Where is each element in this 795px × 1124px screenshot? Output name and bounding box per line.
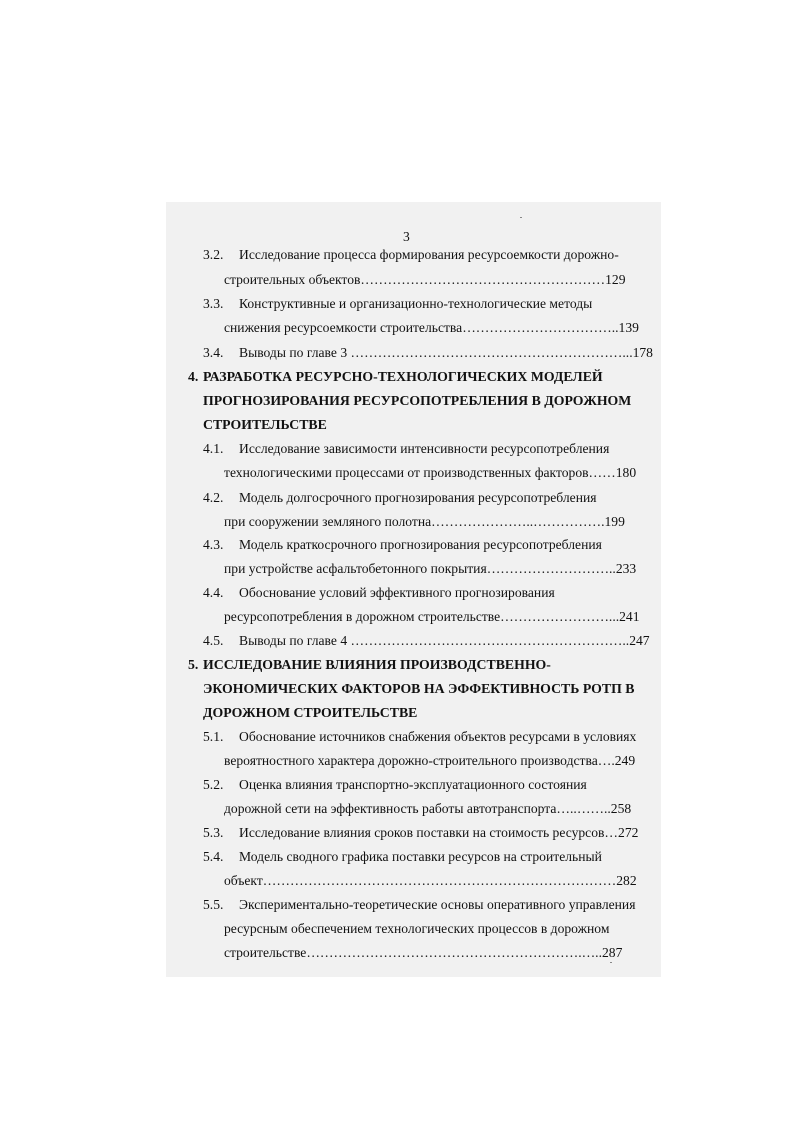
toc-title-line: строительстве…………………………………………………….…..287 (224, 945, 623, 960)
toc-number: 5.4. (203, 849, 224, 864)
toc-title-line: Модель краткосрочного прогнозирования ресурсопотребления (239, 537, 602, 552)
toc-title-line: объект……………………………………………………………………282 (224, 873, 637, 888)
toc-number: 4.1. (203, 441, 224, 456)
toc-number: 4.5. (203, 633, 224, 648)
toc-title-line: вероятностного характера дорожно-строительного производства….249 (224, 753, 636, 768)
toc-number: 4.2. (203, 490, 224, 505)
toc-number: 3.3. (203, 296, 224, 311)
chapter-number: 4. (188, 369, 199, 384)
toc-title-line: дорожной сети на эффективность работы автотранспорта…..……..258 (224, 801, 632, 816)
chapter-title-line: ДОРОЖНОМ СТРОИТЕЛЬСТВЕ (203, 705, 418, 720)
toc-title-line: Выводы по главе 3 ……………………………………………………...178 (239, 345, 653, 360)
chapter-number: 5. (188, 657, 199, 672)
toc-title-line: Оценка влияния транспортно-эксплуатационного состояния (239, 777, 587, 792)
toc-number: 5.3. (203, 825, 224, 840)
toc-title-line: ресурсопотребления в дорожном строительстве……………………...241 (224, 609, 640, 624)
chapter-title-line: ПРОГНОЗИРОВАНИЯ РЕСУРСОПОТРЕБЛЕНИЯ В ДОРОЖНОМ (203, 393, 632, 408)
toc-number: 4.3. (203, 537, 224, 552)
toc-title-line: Модель сводного графика поставки ресурсов на строительный (239, 849, 602, 864)
toc-number: 5.2. (203, 777, 224, 792)
toc-title-line: строительных объектов………………………………………………129 (224, 272, 626, 287)
toc-title-line: Исследование процесса формирования ресурсоемкости дорожно- (239, 247, 619, 262)
chapter-title-line: ИССЛЕДОВАНИЕ ВЛИЯНИЯ ПРОИЗВОДСТВЕННО- (203, 657, 551, 672)
chapter-title-line: СТРОИТЕЛЬСТВЕ (203, 417, 327, 432)
toc-title-line: Исследование зависимости интенсивности ресурсопотребления (239, 441, 610, 456)
toc-title-line: снижения ресурсоемкости строительства……………………………..139 (224, 320, 639, 335)
chapter-title-line: ЭКОНОМИЧЕСКИХ ФАКТОРОВ НА ЭФФЕКТИВНОСТЬ РОТП В (203, 681, 635, 696)
toc-title-line: при устройстве асфальтобетонного покрытия………………………..233 (224, 561, 637, 576)
toc-title-line: ресурсным обеспечением технологических процессов в дорожном (224, 921, 610, 936)
toc-number: 3.4. (203, 345, 224, 360)
toc-title-line: при сооружении земляного полотна…………………..…………….199 (224, 514, 625, 529)
toc-number: 5.5. (203, 897, 224, 912)
toc-title-line: технологическими процессами от производственных факторов……180 (224, 465, 637, 480)
toc-title-line: Обоснование источников снабжения объектов ресурсами в условиях (239, 729, 637, 744)
toc-title-line: Экспериментально-теоретические основы оперативного управления (239, 897, 636, 912)
toc-number: 4.4. (203, 585, 224, 600)
toc-title-line: Исследование влияния сроков поставки на стоимость ресурсов…272 (239, 825, 639, 840)
page-number: 3 (403, 229, 410, 244)
toc-number: 5.1. (203, 729, 224, 744)
toc-title-line: Выводы по главе 4 ……………………………………………………..247 (239, 633, 650, 648)
chapter-title-line: РАЗРАБОТКА РЕСУРСНО-ТЕХНОЛОГИЧЕСКИХ МОДЕЛЕЙ (203, 369, 603, 384)
toc-number: 3.2. (203, 247, 224, 262)
toc-title-line: Обоснование условий эффективного прогнозирования (239, 585, 555, 600)
toc-title-line: Конструктивные и организационно-технологические методы (239, 296, 593, 311)
toc-title-line: Модель долгосрочного прогнозирования ресурсопотребления (239, 490, 597, 505)
